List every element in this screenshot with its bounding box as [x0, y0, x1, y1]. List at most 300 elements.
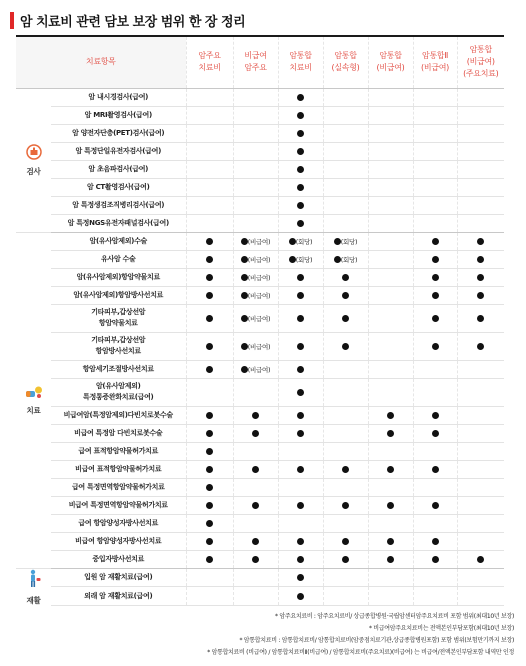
coverage-cell — [413, 304, 457, 332]
coverage-dot — [206, 366, 213, 373]
category-cell — [16, 568, 51, 606]
coverage-cell — [413, 332, 457, 360]
coverage-cell — [186, 268, 233, 286]
coverage-cell — [186, 160, 233, 178]
treatment-item: 암 내시경검사(급여) — [51, 88, 186, 106]
treatment-item: 암 초음파검사(급여) — [51, 160, 186, 178]
coverage-dot — [342, 274, 349, 281]
treatment-item: 비급여 특정면역항암약물허가치료 — [51, 496, 186, 514]
coverage-cell — [233, 360, 278, 378]
coverage-cell — [278, 178, 323, 196]
treatment-item: 기타피부,갑상선암 항암방사선치료 — [51, 332, 186, 360]
coverage-cell — [186, 88, 233, 106]
coverage-dot — [241, 292, 248, 299]
coverage-cell — [278, 406, 323, 424]
header-col: 비급여 암주요 — [233, 37, 278, 88]
hospital-icon — [16, 144, 51, 162]
coverage-cell — [457, 178, 504, 196]
coverage-cell — [186, 232, 233, 250]
table-row — [16, 286, 504, 304]
coverage-cell — [233, 568, 278, 587]
table-row — [16, 460, 504, 478]
coverage-cell — [233, 496, 278, 514]
coverage-dot — [432, 502, 439, 509]
coverage-cell — [233, 286, 278, 304]
table-row — [16, 124, 504, 142]
coverage-cell — [278, 332, 323, 360]
coverage-cell — [368, 250, 413, 268]
coverage-cell — [413, 460, 457, 478]
coverage-cell — [278, 214, 323, 232]
coverage-cell — [457, 232, 504, 250]
coverage-dot — [241, 256, 248, 263]
table-row — [16, 106, 504, 124]
coverage-cell — [457, 214, 504, 232]
coverage-cell — [323, 496, 368, 514]
coverage-cell — [186, 568, 233, 587]
coverage-cell — [368, 106, 413, 124]
coverage-cell — [413, 106, 457, 124]
treatment-item: 급여 항암양성자방사선치료 — [51, 514, 186, 532]
coverage-cell — [368, 332, 413, 360]
coverage-cell — [323, 568, 368, 587]
coverage-dot — [297, 202, 304, 209]
coverage-dot — [206, 466, 213, 473]
coverage-cell — [323, 587, 368, 606]
coverage-dot — [206, 556, 213, 563]
coverage-cell — [457, 460, 504, 478]
coverage-dot — [297, 412, 304, 419]
coverage-cell — [186, 106, 233, 124]
coverage-cell — [457, 424, 504, 442]
coverage-cell — [413, 124, 457, 142]
coverage-cell — [368, 142, 413, 160]
coverage-dot — [342, 292, 349, 299]
coverage-dot — [297, 430, 304, 437]
footnote-line: * 암통합치료비 : 암통합치료비/ 암통합치료비(암중점치료기관,상급종합병원포함) 포함 범위(보험만기까지 보장) — [239, 637, 514, 644]
coverage-dot — [289, 256, 296, 263]
table-row — [16, 304, 504, 332]
coverage-dot — [297, 556, 304, 563]
coverage-cell — [323, 442, 368, 460]
coverage-dot — [297, 112, 304, 119]
table-row — [16, 268, 504, 286]
coverage-cell — [323, 178, 368, 196]
coverage-dot — [297, 184, 304, 191]
coverage-cell — [413, 268, 457, 286]
coverage-cell — [368, 532, 413, 550]
coverage-cell — [368, 496, 413, 514]
coverage-cell — [323, 142, 368, 160]
coverage-cell — [278, 250, 323, 268]
coverage-cell — [323, 250, 368, 268]
treatment-item: 입원 암 재활치료(급여) — [51, 568, 186, 587]
header-col: 암통합 (비급여) (주요치료) — [457, 37, 504, 88]
coverage-cell — [323, 406, 368, 424]
coverage-dot — [252, 466, 259, 473]
header-col: 암주요 치료비 — [186, 37, 233, 88]
header-col: 암통합 (비급여) — [368, 37, 413, 88]
coverage-cell — [323, 232, 368, 250]
header-col: 암통합Ⅱ (비급여) — [413, 37, 457, 88]
coverage-dot — [387, 502, 394, 509]
coverage-cell — [186, 550, 233, 568]
footnote-line: * 암통합치료비 (비급여) / 암통합치료비Ⅱ(비급여) / 암통합치료비(주요치료)(비급여) 는 비급여/전액본인부담포함 내역만 인정 — [207, 649, 514, 656]
coverage-cell — [233, 232, 278, 250]
coverage-cell — [457, 268, 504, 286]
footnotes — [207, 611, 514, 659]
table-row — [16, 160, 504, 178]
coverage-dot — [477, 274, 484, 281]
coverage-cell — [413, 496, 457, 514]
coverage-dot — [206, 238, 213, 245]
coverage-cell — [368, 514, 413, 532]
coverage-dot — [342, 343, 349, 350]
coverage-cell — [368, 424, 413, 442]
coverage-dot — [206, 502, 213, 509]
treatment-item: 급여 표적항암약물허가치료 — [51, 442, 186, 460]
coverage-dot — [297, 389, 304, 396]
coverage-cell — [186, 514, 233, 532]
coverage-cell — [278, 587, 323, 606]
coverage-cell — [186, 460, 233, 478]
coverage-cell — [233, 378, 278, 406]
treatment-item: 암(유사암제외) 특정통증완화치료(급여) — [51, 378, 186, 406]
coverage-dot — [241, 238, 248, 245]
coverage-note: (회당) — [295, 237, 313, 246]
coverage-cell — [186, 250, 233, 268]
treatment-item: 유사암 수술 — [51, 250, 186, 268]
coverage-dot — [387, 412, 394, 419]
coverage-dot — [206, 538, 213, 545]
coverage-dot — [477, 256, 484, 263]
table-row — [16, 378, 504, 406]
coverage-cell — [186, 587, 233, 606]
coverage-cell — [186, 178, 233, 196]
coverage-cell — [278, 378, 323, 406]
table-row — [16, 550, 504, 568]
coverage-cell — [413, 478, 457, 496]
coverage-dot — [297, 343, 304, 350]
coverage-cell — [413, 378, 457, 406]
coverage-cell — [278, 460, 323, 478]
coverage-cell — [186, 196, 233, 214]
coverage-cell — [368, 460, 413, 478]
table-row — [16, 424, 504, 442]
coverage-cell — [323, 106, 368, 124]
coverage-dot — [252, 556, 259, 563]
coverage-dot — [387, 466, 394, 473]
table-row — [16, 196, 504, 214]
coverage-cell — [413, 442, 457, 460]
coverage-cell — [413, 178, 457, 196]
coverage-dot — [297, 166, 304, 173]
treatment-item: 비급여 항암양성자방사선치료 — [51, 532, 186, 550]
coverage-dot — [206, 412, 213, 419]
coverage-cell — [368, 550, 413, 568]
coverage-dot — [387, 538, 394, 545]
coverage-dot — [342, 538, 349, 545]
treatment-item: 기타피부,갑상선암 항암약물치료 — [51, 304, 186, 332]
coverage-note: (비급여) — [247, 314, 271, 323]
coverage-cell — [278, 532, 323, 550]
coverage-cell — [413, 360, 457, 378]
coverage-cell — [457, 514, 504, 532]
coverage-note: (회당) — [295, 255, 313, 264]
coverage-cell — [186, 214, 233, 232]
coverage-cell — [413, 88, 457, 106]
coverage-dot — [206, 315, 213, 322]
table-row — [16, 587, 504, 606]
coverage-dot — [206, 520, 213, 527]
table-row — [16, 360, 504, 378]
coverage-cell — [413, 214, 457, 232]
coverage-cell — [278, 88, 323, 106]
footnote-line: * 암주요치료비 : 암주요치료비/ 상급종합병원·국립암센터암주요치료비 포함 범위(최대10년 보장) — [275, 613, 514, 620]
treatment-item: 급여 특정면역항암약물허가치료 — [51, 478, 186, 496]
coverage-cell — [368, 587, 413, 606]
coverage-dot — [432, 343, 439, 350]
coverage-dot — [432, 315, 439, 322]
coverage-dot — [477, 238, 484, 245]
coverage-cell — [457, 496, 504, 514]
footnote-line: * 비급여암주요치료비는 전액본인부담포함(최대10년 보장) — [368, 625, 514, 632]
coverage-cell — [278, 196, 323, 214]
coverage-cell — [323, 286, 368, 304]
coverage-cell — [186, 424, 233, 442]
coverage-note: (비급여) — [247, 237, 271, 246]
coverage-dot — [477, 292, 484, 299]
coverage-cell — [457, 250, 504, 268]
coverage-cell — [323, 88, 368, 106]
coverage-cell — [323, 378, 368, 406]
coverage-cell — [323, 424, 368, 442]
coverage-dot — [252, 538, 259, 545]
coverage-dot — [297, 220, 304, 227]
coverage-cell — [186, 532, 233, 550]
coverage-dot — [206, 256, 213, 263]
treatment-item: 암 CT촬영검사(급여) — [51, 178, 186, 196]
coverage-cell — [413, 142, 457, 160]
coverage-cell — [457, 160, 504, 178]
coverage-cell — [323, 550, 368, 568]
coverage-cell — [368, 88, 413, 106]
category-label: 검사 — [26, 166, 41, 176]
category-label: 치료 — [26, 405, 41, 415]
page-title: 암 치료비 관련 담보 보장 범위 한 장 정리 — [20, 14, 246, 30]
coverage-cell — [233, 532, 278, 550]
coverage-cell — [186, 304, 233, 332]
coverage-cell — [323, 360, 368, 378]
coverage-cell — [186, 406, 233, 424]
coverage-cell — [413, 532, 457, 550]
coverage-cell — [233, 196, 278, 214]
coverage-cell — [278, 424, 323, 442]
coverage-dot — [297, 574, 304, 581]
coverage-cell — [278, 268, 323, 286]
coverage-dot — [477, 556, 484, 563]
table-row — [16, 532, 504, 550]
coverage-cell — [368, 268, 413, 286]
coverage-dot — [252, 412, 259, 419]
coverage-cell — [233, 587, 278, 606]
table-row — [16, 214, 504, 232]
coverage-dot — [387, 556, 394, 563]
coverage-cell — [413, 424, 457, 442]
coverage-dot — [241, 366, 248, 373]
coverage-dot — [297, 538, 304, 545]
coverage-cell — [457, 196, 504, 214]
coverage-dot — [252, 502, 259, 509]
treatment-item: 암(유사암제외)항암방사선치료 — [51, 286, 186, 304]
coverage-dot — [432, 430, 439, 437]
coverage-cell — [368, 214, 413, 232]
treatment-item: 암 특정생검조직병리검사(급여) — [51, 196, 186, 214]
coverage-cell — [186, 478, 233, 496]
table-row — [16, 142, 504, 160]
coverage-cell — [413, 406, 457, 424]
coverage-note: (회당) — [340, 255, 358, 264]
coverage-cell — [368, 360, 413, 378]
header-items: 치료항목 — [16, 37, 186, 88]
coverage-cell — [368, 178, 413, 196]
coverage-cell — [278, 496, 323, 514]
coverage-note: (비급여) — [247, 291, 271, 300]
coverage-cell — [457, 88, 504, 106]
coverage-cell — [233, 268, 278, 286]
coverage-dot — [297, 502, 304, 509]
title-accent-bar — [10, 12, 14, 29]
coverage-cell — [413, 232, 457, 250]
coverage-cell — [457, 142, 504, 160]
coverage-cell — [413, 550, 457, 568]
coverage-cell — [323, 160, 368, 178]
table-row — [16, 478, 504, 496]
category-cell — [16, 232, 51, 568]
rehab-icon — [16, 569, 51, 591]
coverage-dot — [297, 315, 304, 322]
coverage-cell — [233, 106, 278, 124]
coverage-dot — [241, 315, 248, 322]
coverage-cell — [413, 514, 457, 532]
coverage-cell — [278, 304, 323, 332]
coverage-dot — [432, 274, 439, 281]
coverage-cell — [323, 332, 368, 360]
coverage-dot — [432, 292, 439, 299]
table-row — [16, 406, 504, 424]
coverage-cell — [233, 304, 278, 332]
coverage-cell — [233, 124, 278, 142]
coverage-cell — [186, 332, 233, 360]
coverage-dot — [297, 292, 304, 299]
coverage-note: (비급여) — [247, 365, 271, 374]
coverage-cell — [186, 142, 233, 160]
coverage-dot — [334, 256, 341, 263]
coverage-dot — [297, 593, 304, 600]
coverage-cell — [233, 178, 278, 196]
coverage-cell — [457, 550, 504, 568]
coverage-cell — [323, 214, 368, 232]
coverage-cell — [278, 286, 323, 304]
coverage-cell — [233, 406, 278, 424]
coverage-dot — [206, 274, 213, 281]
coverage-dot — [297, 94, 304, 101]
coverage-cell — [457, 532, 504, 550]
coverage-cell — [233, 160, 278, 178]
treatment-item: 외래 암 재활치료(급여) — [51, 587, 186, 606]
coverage-cell — [278, 142, 323, 160]
coverage-cell — [278, 360, 323, 378]
coverage-dot — [477, 343, 484, 350]
treatment-item: 암(유사암제외)수술 — [51, 232, 186, 250]
coverage-dot — [342, 556, 349, 563]
coverage-dot — [297, 148, 304, 155]
coverage-dot — [297, 130, 304, 137]
table-row — [16, 332, 504, 360]
coverage-cell — [186, 360, 233, 378]
category-label: 재활 — [26, 595, 41, 605]
coverage-cell — [233, 214, 278, 232]
coverage-dot — [432, 256, 439, 263]
coverage-cell — [278, 232, 323, 250]
coverage-cell — [233, 142, 278, 160]
treatment-item: 비급여암(특정암제외)다빈치로봇수술 — [51, 406, 186, 424]
page-title-row — [10, 9, 245, 31]
coverage-cell — [323, 460, 368, 478]
treatment-item: 암(유사암제외)항암약물치료 — [51, 268, 186, 286]
coverage-dot — [387, 430, 394, 437]
coverage-cell — [233, 550, 278, 568]
table-header-row — [16, 37, 504, 88]
coverage-cell — [457, 360, 504, 378]
coverage-cell — [186, 496, 233, 514]
coverage-cell — [457, 587, 504, 606]
coverage-cell — [278, 442, 323, 460]
coverage-cell — [323, 478, 368, 496]
treatment-item: 중입자방사선치료 — [51, 550, 186, 568]
coverage-cell — [323, 196, 368, 214]
coverage-cell — [368, 568, 413, 587]
coverage-cell — [457, 332, 504, 360]
treatment-item: 암 특정NGS유전자패널검사(급여) — [51, 214, 186, 232]
coverage-cell — [368, 232, 413, 250]
coverage-cell — [278, 478, 323, 496]
table-row — [16, 88, 504, 106]
coverage-cell — [323, 304, 368, 332]
coverage-cell — [368, 160, 413, 178]
coverage-cell — [186, 378, 233, 406]
coverage-dot — [297, 366, 304, 373]
coverage-dot — [334, 238, 341, 245]
coverage-dot — [342, 466, 349, 473]
coverage-cell — [413, 250, 457, 268]
coverage-cell — [413, 160, 457, 178]
coverage-dot — [206, 343, 213, 350]
coverage-cell — [186, 442, 233, 460]
coverage-cell — [457, 478, 504, 496]
coverage-cell — [368, 286, 413, 304]
coverage-cell — [186, 124, 233, 142]
coverage-cell — [233, 332, 278, 360]
treatment-item: 암 양전자단층(PET)검사(급여) — [51, 124, 186, 142]
coverage-cell — [323, 268, 368, 286]
coverage-cell — [457, 406, 504, 424]
coverage-dot — [206, 292, 213, 299]
table-row — [16, 250, 504, 268]
coverage-dot — [432, 556, 439, 563]
coverage-cell — [278, 124, 323, 142]
coverage-dot — [432, 538, 439, 545]
